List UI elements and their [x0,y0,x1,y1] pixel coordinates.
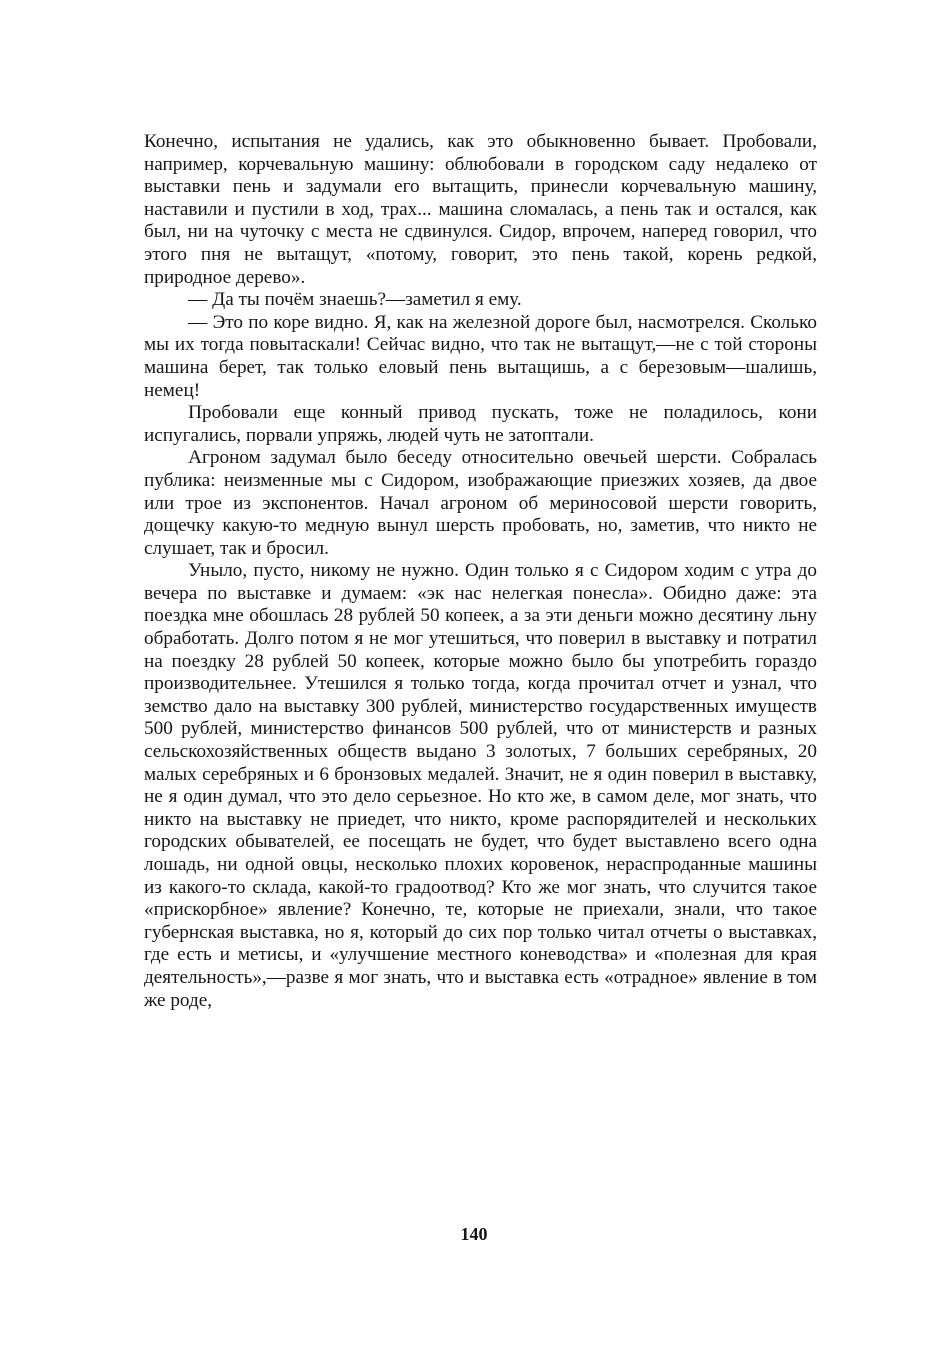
page-number: 140 [460,1224,488,1244]
page-text-block [144,131,817,1012]
paragraph-1: Конечно, испытания не удались, как это обыкновенно бывает. Пробовали, например, корчевальную машину: облюбовали в городском саду недалеко от выставки пень и задумали его вытащить, принесли корчевальную машину, наставили и пустили в ход, трах... машина сломалась, а пень так и остался, как был, ни на чуточку с места не сдвинулся. Сидор, впрочем, наперед говорил, что этого пня не вытащут, «потому, говорит, это пень такой, корень редкой, природное дерево». [144,131,817,288]
paragraph-2: — Да ты почём знаешь?—заметил я ему. [188,289,522,311]
paragraph-3: — Это по коре видно. Я, как на железной дороге был, насмотрелся. Сколько мы их тогда повытаскали! Сейчас видно, что так не вытащут,—не с той стороны машина берет, так только еловый пень вытащишь, а с березовым—шалишь, немец! [144,311,817,401]
paragraph-4: Пробовали еще конный привод пускать, тоже не поладилось, кони испугались, порвали упряжь, людей чуть не затоптали. [144,402,817,446]
paragraph-6: Уныло, пусто, никому не нужно. Один только я с Сидором ходим с утра до вечера по выставке и думаем: «эк нас нелегкая понесла». Обидно даже: эта поездка мне обошлась 28 рублей 50 копеек, а за эти деньги можно десятину льну обработать. Долго потом я не мог утешиться, что поверил в выставку и потратил на поездку 28 рублей 50 копеек, которые можно было бы употребить гораздо производительнее. Утешился я только тогда, когда прочитал отчет и узнал, что земство дало на выставку 300 рублей, министерство государственных имуществ 500 рублей, министерство финансов 500 рублей, что от министерств и разных сельскохозяйственных обществ выдано 3 золотых, 7 больших серебряных, 20 малых серебряных и 6 бронзовых медалей. Значит, не я один поверил в выставку, не я один думал, что это дело серьезное. Но кто же, в самом деле, мог знать, что никто на выставку не приедет, что никто, кроме распорядителей и нескольких городских обывателей, ее посещать не будет, что будет выставлено всего одна лошадь, ни одной овцы, несколько плохих коровенок, нераспроданные машины из какого-то склада, какой-то градоотвод? Кто же мог знать, что случится такое «прискорбное» явление? Конечно, те, которые не приехали, знали, что такое губернская выставка, но я, который до сих пор только читал отчеты о выставках, где есть и метисы, и «улучшение местного коневодства» и «полезная для края деятельность»,—разве я мог знать, что и выставка есть «отрадное» явление в том же роде, [144,560,817,1011]
paragraph-5: Агроном задумал было беседу относительно овечьей шерсти. Собралась публика: неизменные мы с Сидором, изображающие приезжих хозяев, да двое или трое из экспонентов. Начал агроном об мериносовой шерсти говорить, дощечку какую-то медную вынул шерсть пробовать, но, заметив, что никто не слушает, так и бросил. [144,447,817,559]
